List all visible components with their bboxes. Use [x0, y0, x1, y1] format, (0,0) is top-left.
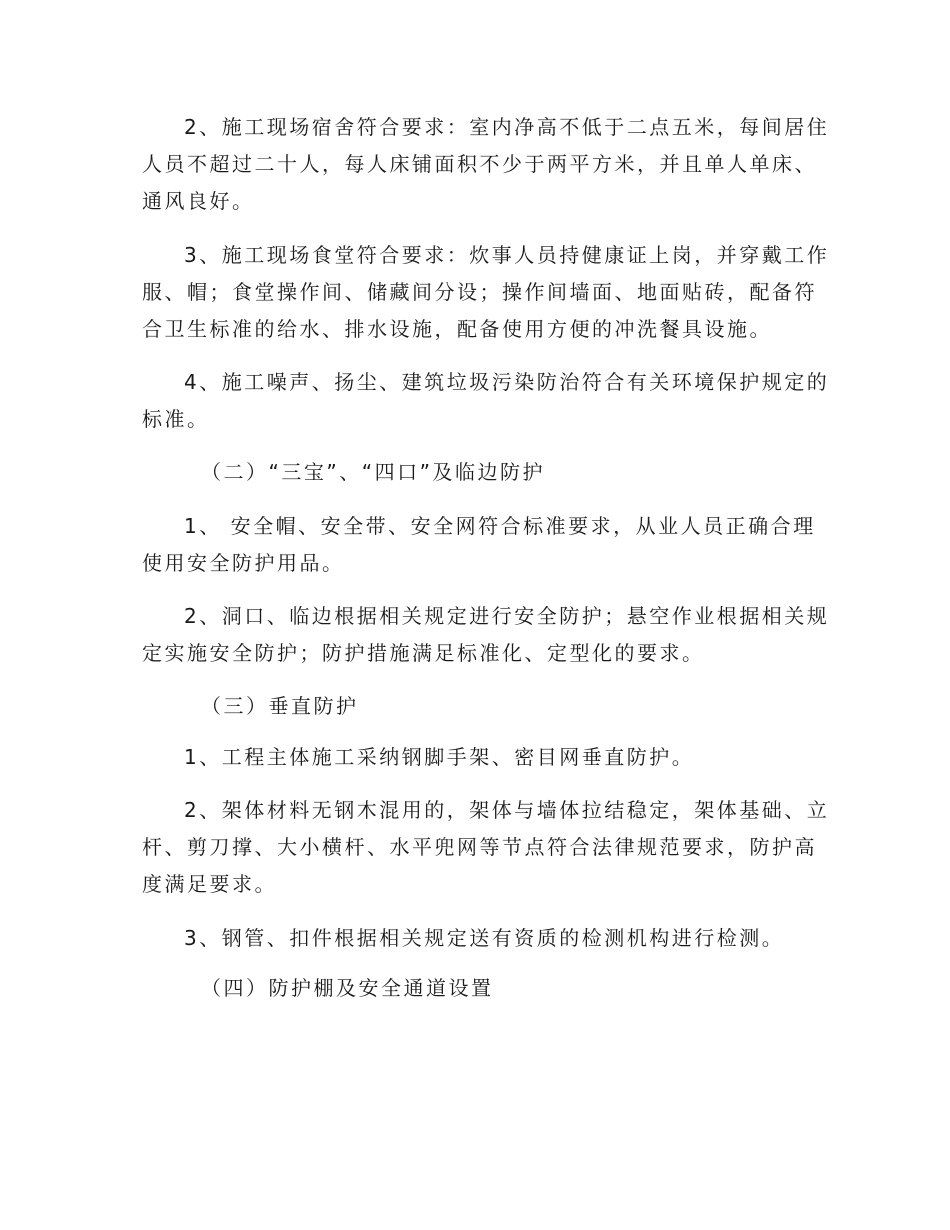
- paragraph-line: 1、工程主体施工采纳钢脚手架、密目网垂直防护。: [184, 745, 695, 769]
- paragraph-line: 杆、剪刀撑、大小横杆、水平兜网等节点符合法律规范要求，防护高: [142, 835, 817, 859]
- paragraph-line: 标准。: [142, 407, 210, 431]
- section-heading: （四）防护棚及安全通道设置: [201, 976, 494, 1000]
- paragraph-line: 3、施工现场食堂符合要求：炊事人员持健康证上岗，并穿戴工作: [184, 243, 830, 267]
- paragraph-line: 定实施安全防护；防护措施满足标准化、定型化的要求。: [142, 641, 705, 665]
- paragraph-line: 服、帽；食堂操作间、储藏间分设；操作间墙面、地面贴砖，配备符: [142, 280, 817, 304]
- paragraph-line: 1、 安全帽、安全带、安全网符合标准要求，从业人员正确合理: [184, 514, 816, 538]
- paragraph-line: 合卫生标准的给水、排水设施，配备使用方便的冲洗餐具设施。: [142, 317, 772, 341]
- paragraph-line: 使用安全防护用品。: [142, 551, 345, 575]
- paragraph-line: 通风良好。: [142, 189, 255, 213]
- paragraph-line: 4、施工噪声、扬尘、建筑垃圾污染防治符合有关环境保护规定的: [184, 370, 830, 394]
- paragraph-line: 3、钢管、扣件根据相关规定送有资质的检测机构进行检测。: [184, 926, 785, 950]
- paragraph-line: 度满足要求。: [142, 872, 277, 896]
- paragraph-line: 2、洞口、临边根据相关规定进行安全防护；悬空作业根据相关规: [184, 604, 830, 628]
- section-heading: （三）垂直防护: [201, 694, 359, 718]
- section-heading: （二）“三宝”、“四口”及临边防护: [201, 460, 545, 484]
- paragraph-line: 人员不超过二十人，每人床铺面积不少于两平方米，并且单人单床、: [142, 152, 817, 176]
- paragraph-line: 2、架体材料无钢木混用的，架体与墙体拉结稳定，架体基础、立: [184, 798, 830, 822]
- paragraph-line: 2、施工现场宿舍符合要求：室内净高不低于二点五米，每间居住: [184, 115, 830, 139]
